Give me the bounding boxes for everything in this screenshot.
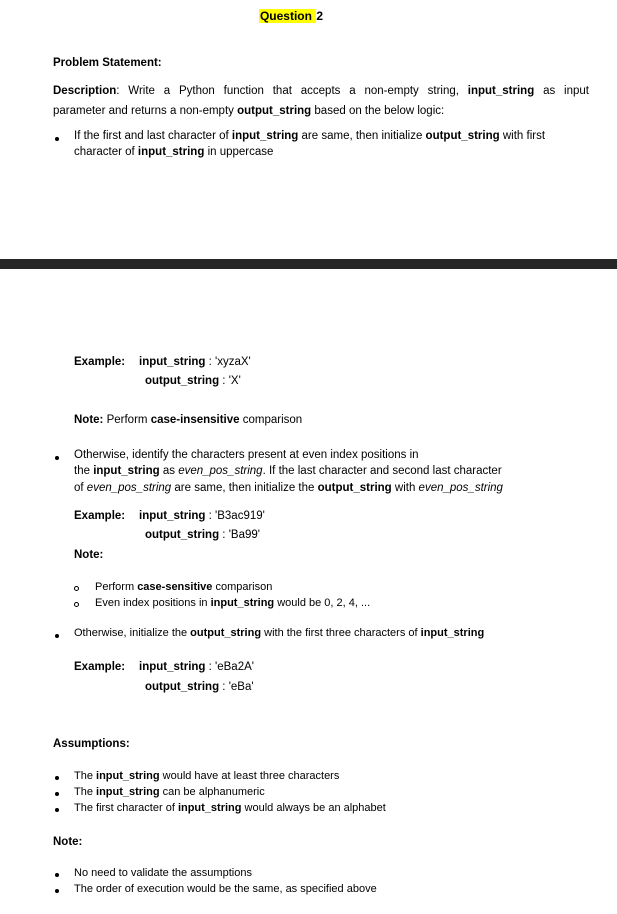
question-title: Question 2	[259, 9, 324, 23]
note-2-item-2: Even index positions in input_string would be 0, 2, 4, ...	[95, 597, 371, 609]
rule-1-line-1: If the first and last character of input_string are same, then initialize output_string with first	[74, 130, 546, 142]
question-highlight: Question	[259, 9, 316, 23]
note-2-item-1: Perform case-sensitive comparison	[95, 581, 273, 593]
bullet	[55, 873, 59, 877]
example-2-output: output_string : 'Ba99'	[145, 529, 260, 541]
final-note-heading: Note:	[53, 836, 83, 848]
bullet	[55, 808, 59, 812]
rule-1-line-2: character of input_string in uppercase	[74, 146, 274, 158]
assumption-1: The input_string would have at least three characters	[74, 770, 340, 782]
sub-bullet	[74, 586, 79, 591]
example-3-input: input_string : 'eBa2A'	[139, 661, 254, 673]
rule-2-line-3: of even_pos_string are same, then initialize the output_string with even_pos_string	[74, 482, 503, 494]
example-1-label: Example:	[74, 356, 126, 368]
example-1-input: input_string : 'xyzaX'	[139, 356, 251, 368]
example-1-output: output_string : 'X'	[145, 375, 241, 387]
description-line-1: Description: Write a Python function that accepts a non-empty string, input_string as input	[53, 85, 589, 97]
example-2-label: Example:	[74, 510, 126, 522]
assumption-2: The input_string can be alphanumeric	[74, 786, 265, 798]
bullet	[55, 634, 59, 638]
rule-2-line-2: the input_string as even_pos_string. If the last character and second last character	[74, 465, 502, 477]
sub-bullet	[74, 602, 79, 607]
assumptions-heading: Assumptions:	[53, 738, 130, 750]
description-line-2: parameter and returns a non-empty output_string based on the below logic:	[53, 105, 445, 117]
rule-3: Otherwise, initialize the output_string with the first three characters of input_string	[74, 627, 485, 639]
final-note-item-1: No need to validate the assumptions	[74, 867, 252, 879]
note-1: Note: Perform case-insensitive comparison	[74, 414, 303, 426]
bullet	[55, 776, 59, 780]
bullet	[55, 792, 59, 796]
final-note-item-2: The order of execution would be the same, as specified above	[74, 883, 377, 895]
note-2-label: Note:	[74, 549, 104, 561]
page-divider	[0, 259, 617, 269]
example-3-output: output_string : 'eBa'	[145, 681, 254, 693]
rule-2-line-1: Otherwise, identify the characters present at even index positions in	[74, 449, 419, 461]
assumption-3: The first character of input_string would always be an alphabet	[74, 802, 386, 814]
bullet	[55, 456, 59, 460]
bullet	[55, 137, 59, 141]
problem-statement-heading: Problem Statement:	[53, 57, 162, 69]
example-2-input: input_string : 'B3ac919'	[139, 510, 265, 522]
example-3-label: Example:	[74, 661, 126, 673]
bullet	[55, 889, 59, 893]
